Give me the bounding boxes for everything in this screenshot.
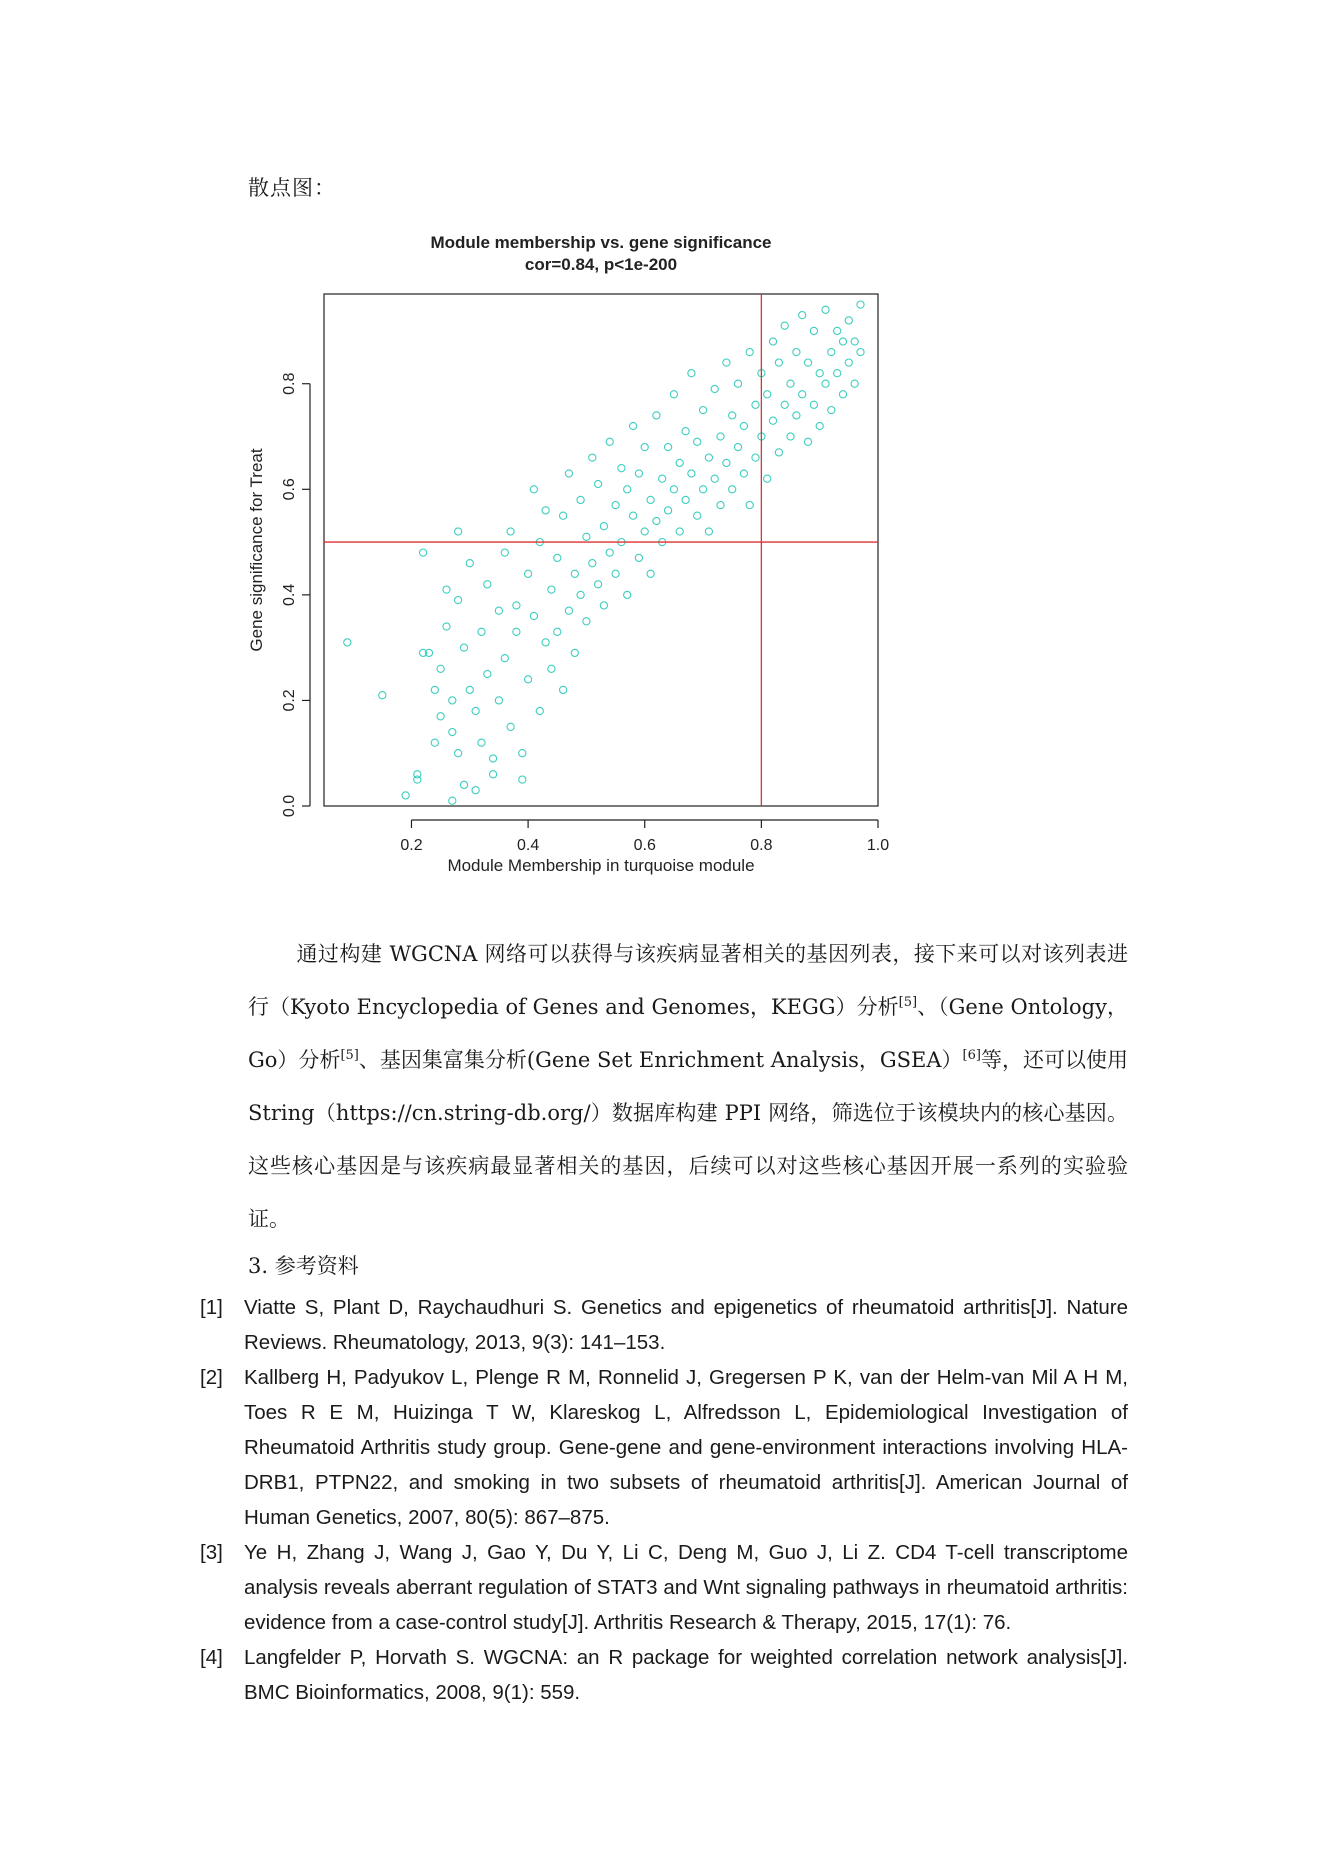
data-point <box>705 528 712 535</box>
data-point <box>560 686 567 693</box>
data-point <box>647 496 654 503</box>
data-point <box>775 359 782 366</box>
data-point <box>612 502 619 509</box>
data-point <box>595 581 602 588</box>
data-point <box>484 581 491 588</box>
reference-number: [3] <box>200 1541 223 1564</box>
data-point <box>828 349 835 356</box>
data-point <box>554 628 561 635</box>
data-point <box>810 401 817 408</box>
data-point <box>816 422 823 429</box>
data-point <box>495 697 502 704</box>
data-point <box>542 639 549 646</box>
data-point <box>478 739 485 746</box>
chart-title: Module membership vs. gene significance <box>430 233 772 252</box>
reference-item <box>200 1360 1128 1535</box>
data-point <box>507 723 514 730</box>
data-point <box>705 454 712 461</box>
data-point <box>466 560 473 567</box>
data-point <box>647 570 654 577</box>
references-heading: 3. 参考资料 <box>248 1254 359 1278</box>
data-point <box>490 755 497 762</box>
data-point <box>431 686 438 693</box>
data-point <box>828 407 835 414</box>
data-point <box>688 470 695 477</box>
x-axis <box>400 820 889 854</box>
data-point <box>804 359 811 366</box>
data-point <box>600 602 607 609</box>
x-tick-label: 0.4 <box>516 837 540 854</box>
data-point <box>565 607 572 614</box>
y-tick-label: 0.0 <box>281 794 298 818</box>
data-point <box>781 322 788 329</box>
data-point <box>665 444 672 451</box>
data-point <box>857 349 864 356</box>
data-point <box>752 454 759 461</box>
data-point <box>577 496 584 503</box>
data-point <box>740 470 747 477</box>
data-point <box>554 554 561 561</box>
data-point <box>455 750 462 757</box>
data-point <box>653 517 660 524</box>
reference-number: [2] <box>200 1366 223 1389</box>
data-point <box>624 486 631 493</box>
data-point <box>717 502 724 509</box>
data-point <box>624 591 631 598</box>
reference-list <box>200 1290 1128 1710</box>
data-point <box>536 707 543 714</box>
reference-item <box>200 1640 1128 1710</box>
data-point <box>460 644 467 651</box>
citation-marker: [5] <box>340 1048 359 1063</box>
data-point <box>600 523 607 530</box>
data-point <box>717 433 724 440</box>
data-point <box>793 349 800 356</box>
data-point <box>519 750 526 757</box>
data-point <box>734 444 741 451</box>
data-point <box>630 422 637 429</box>
data-point <box>525 570 532 577</box>
data-point <box>484 670 491 677</box>
data-point <box>799 391 806 398</box>
data-point <box>612 570 619 577</box>
data-point <box>571 570 578 577</box>
data-point <box>507 528 514 535</box>
data-point <box>799 312 806 319</box>
data-point <box>839 338 846 345</box>
data-point <box>583 618 590 625</box>
data-point <box>437 713 444 720</box>
data-point <box>670 391 677 398</box>
data-point <box>606 549 613 556</box>
points-layer <box>344 301 864 804</box>
data-point <box>501 655 508 662</box>
data-point <box>682 496 689 503</box>
data-point <box>769 417 776 424</box>
data-point <box>402 792 409 799</box>
x-tick-label: 0.6 <box>633 837 656 854</box>
data-point <box>839 391 846 398</box>
data-point <box>635 554 642 561</box>
y-axis <box>281 373 310 818</box>
data-point <box>694 512 701 519</box>
data-point <box>583 533 590 540</box>
data-point <box>513 602 520 609</box>
reference-text: Kallberg H, Padyukov L, Plenge R M, Ronnelid J, Gregersen P K, van der Helm-van Mil A H M, Toes R E M, Huizinga T W, Klareskog L, Alfredsson L, Epidemiological Investigation of Rheumatoid Arthritis study group. Gene-gene and gene-environment interactions involving HLA-DRB1, PTPN22, and smoking in two subsets of rheumatoid arthritis[J]. American Journal of Human Genetics, 2007, 80(5): 867–875. <box>244 1366 1128 1529</box>
data-point <box>513 628 520 635</box>
data-point <box>781 401 788 408</box>
data-point <box>641 528 648 535</box>
data-point <box>810 327 817 334</box>
data-point <box>548 586 555 593</box>
data-point <box>589 560 596 567</box>
data-point <box>740 422 747 429</box>
data-point <box>595 480 602 487</box>
plot-frame <box>324 294 878 806</box>
data-point <box>525 676 532 683</box>
data-point <box>472 707 479 714</box>
data-point <box>764 391 771 398</box>
data-point <box>676 459 683 466</box>
x-axis-label: Module Membership in turquoise module <box>447 856 755 875</box>
data-point <box>775 449 782 456</box>
data-point <box>804 438 811 445</box>
data-point <box>822 306 829 313</box>
data-point <box>431 739 438 746</box>
data-point <box>344 639 351 646</box>
section-label: 散点图： <box>248 176 336 200</box>
data-point <box>490 771 497 778</box>
data-point <box>729 412 736 419</box>
data-point <box>752 401 759 408</box>
data-point <box>723 459 730 466</box>
data-point <box>793 412 800 419</box>
reference-item <box>200 1290 1128 1360</box>
data-point <box>420 549 427 556</box>
data-point <box>618 465 625 472</box>
data-point <box>676 528 683 535</box>
citation-marker: [5] <box>898 995 918 1010</box>
data-point <box>530 486 537 493</box>
data-point <box>694 438 701 445</box>
reference-text: Viatte S, Plant D, Raychaudhuri S. Genetics and epigenetics of rheumatoid arthritis[J]. Nature Reviews. Rheumatology, 2013, 9(3): 141–153. <box>244 1296 1128 1354</box>
data-point <box>845 317 852 324</box>
data-point <box>472 787 479 794</box>
data-point <box>723 359 730 366</box>
data-point <box>414 776 421 783</box>
data-point <box>857 301 864 308</box>
data-point <box>577 591 584 598</box>
y-tick-label: 0.8 <box>281 372 298 395</box>
data-point <box>519 776 526 783</box>
data-point <box>746 502 753 509</box>
paragraph-text: 、基因集富集分析(Gene Set Enrichment Analysis，GSEA） <box>358 1048 963 1072</box>
data-point <box>729 486 736 493</box>
paragraph-text: 、（Gene Ontology，Go）分析 <box>248 995 1128 1072</box>
data-point <box>641 444 648 451</box>
data-point <box>688 370 695 377</box>
data-point <box>665 507 672 514</box>
data-point <box>542 507 549 514</box>
data-point <box>635 470 642 477</box>
reference-lines <box>324 294 878 806</box>
body-paragraph <box>248 928 1128 1246</box>
data-point <box>822 380 829 387</box>
data-point <box>589 454 596 461</box>
paragraph-text: 通过构建 WGCNA 网络可以获得与该疾病显著相关的基因列表，接下来可以对该列表进行（Kyoto Encyclopedia of Genes and Genomes，KEGG）分析 <box>248 942 1128 1019</box>
data-point <box>466 686 473 693</box>
chart-subtitle: cor=0.84, p<1e-200 <box>524 255 678 274</box>
y-tick-label: 0.6 <box>281 478 298 501</box>
data-point <box>787 433 794 440</box>
citation-marker: [6] <box>962 1048 981 1063</box>
data-point <box>571 649 578 656</box>
data-point <box>630 512 637 519</box>
data-point <box>443 586 450 593</box>
data-point <box>478 628 485 635</box>
data-point <box>565 470 572 477</box>
scatter-figure <box>236 222 916 882</box>
data-point <box>834 327 841 334</box>
x-tick-label: 0.2 <box>400 837 423 854</box>
y-tick-label: 0.4 <box>281 583 298 606</box>
reference-item <box>200 1535 1128 1640</box>
data-point <box>711 385 718 392</box>
data-point <box>495 607 502 614</box>
data-point <box>455 597 462 604</box>
data-point <box>682 428 689 435</box>
reference-number: [1] <box>200 1296 223 1319</box>
data-point <box>769 338 776 345</box>
data-point <box>734 380 741 387</box>
data-point <box>711 475 718 482</box>
data-point <box>443 623 450 630</box>
data-point <box>787 380 794 387</box>
data-point <box>455 528 462 535</box>
x-tick-label: 0.8 <box>750 837 773 854</box>
data-point <box>816 370 823 377</box>
data-point <box>501 549 508 556</box>
data-point <box>851 380 858 387</box>
data-point <box>764 475 771 482</box>
data-point <box>437 665 444 672</box>
paragraph-text: 等，还可以使用 String（https://cn.string-db.org/）数据库构建 PPI 网络，筛选位于该模块内的核心基因。这些核心基因是与该疾病最显著相关的基因，后续可以对这些核心基因开展一系列的实验验证。 <box>248 1048 1129 1231</box>
data-point <box>700 486 707 493</box>
data-point <box>834 370 841 377</box>
data-point <box>851 338 858 345</box>
data-point <box>449 697 456 704</box>
reference-text: Ye H, Zhang J, Wang J, Gao Y, Du Y, Li C, Deng M, Guo J, Li Z. CD4 T-cell transcriptome analysis reveals aberrant regulation of STAT3 and Wnt signaling pathways in rheumatoid arthritis: evidence from a case-control study[J]. Arthritis Research & Therapy, 2015, 17(1): 76. <box>244 1541 1128 1634</box>
data-point <box>606 438 613 445</box>
x-tick-label: 1.0 <box>866 837 890 854</box>
data-point <box>845 359 852 366</box>
data-point <box>548 665 555 672</box>
data-point <box>449 729 456 736</box>
data-point <box>659 475 666 482</box>
data-point <box>670 486 677 493</box>
data-point <box>560 512 567 519</box>
data-point <box>449 797 456 804</box>
data-point <box>460 781 467 788</box>
y-tick-label: 0.2 <box>281 689 298 712</box>
data-point <box>746 349 753 356</box>
reference-number: [4] <box>200 1646 223 1669</box>
y-axis-label: Gene significance for Treat <box>247 448 266 652</box>
scatter-chart <box>236 222 916 882</box>
reference-text: Langfelder P, Horvath S. WGCNA: an R package for weighted correlation network analysis[J]. BMC Bioinformatics, 2008, 9(1): 559. <box>244 1646 1128 1704</box>
data-point <box>530 612 537 619</box>
data-point <box>700 407 707 414</box>
data-point <box>379 692 386 699</box>
data-point <box>653 412 660 419</box>
